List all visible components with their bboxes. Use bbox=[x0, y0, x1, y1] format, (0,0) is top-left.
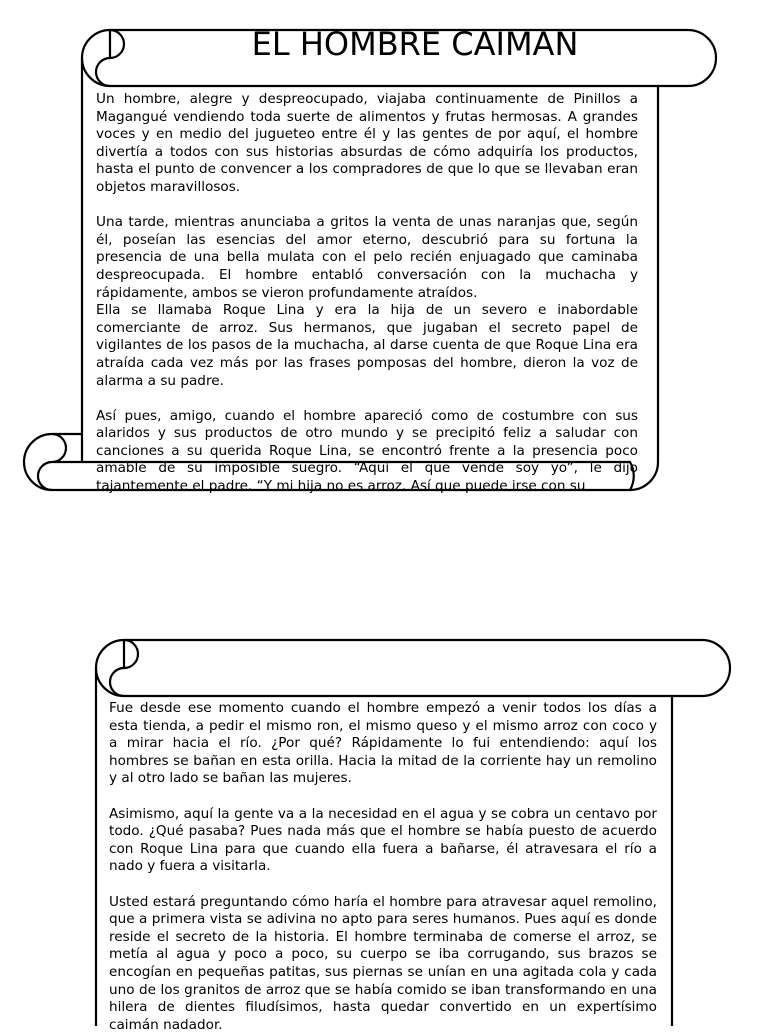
paragraph: Un hombre, alegre y despreocupado, viajaba continuamente de Pinillos a Magangué vendiendo toda suerte de alimentos y frutas hermosas. A grandes voces y en medio del jugueteo entre él y las gentes de por aquí, el hombre divertía a todos con sus historias absurdas de cómo adquiría los productos, hasta el punto de convencer a los compradores de que lo que se llevaban eran objetos maravillosos. bbox=[96, 91, 638, 195]
paragraph: Fue desde ese momento cuando el hombre empezó a venir todos los días a esta tienda, a pedir el mismo ron, el mismo queso y el mismo arroz con coco y a mirar hacia el río. ¿Por qué? Rápidamente lo fui entendiendo: aquí los hombres se bañan en esta orilla. Hacia la mitad de la corriente hay un remolino y al otro lado se bañan las mujeres. bbox=[109, 700, 657, 787]
paragraph: Asimismo, aquí la gente va a la necesidad en el agua y se cobra un centavo por todo. ¿Qué pasaba? Pues nada más que el hombre se había puesto de acuerdo con Roque Lina para que cuando ella fuera a bañarse, él atravesara el río a nado y fuera a visitarla. bbox=[109, 805, 657, 875]
scroll-2-banner bbox=[96, 640, 730, 696]
paragraph: Ella se llamaba Roque Lina y era la hija de un severo e inabordable comerciante de arroz. Sus hermanos, que jugaban el secreto papel de vigilantes de los pasos de la muchacha, al darse cuenta de que Roque Lina era atraída cada vez más por las frases pomposas del hombre, dieron la voz de alarma a su padre. bbox=[96, 302, 638, 389]
scroll-1-text bbox=[96, 91, 638, 495]
paragraph: Así pues, amigo, cuando el hombre apareció como de costumbre con sus alaridos y sus productos de otro mundo y se precipitó feliz a saludar con canciones a su querida Roque Lina, se encontró frente a la presencia poco amable de su imposible suegro. “Aquí el que vende soy yo”, le dijo tajantemente el padre. “Y mi hija no es arroz. Así que puede irse con su bbox=[96, 407, 638, 495]
paragraph: Una tarde, mientras anunciaba a gritos la venta de unas naranjas que, según él, poseían las esencias del amor eterno, descubrió para su fortuna la presencia de una bella mulata con el pelo recién enjuagado que caminaba despreocupada. El hombre entabló conversación con la muchacha y rápidamente, ambos se vieron profundamente atraídos. bbox=[96, 214, 638, 301]
paragraph: Usted estará preguntando cómo haría el hombre para atravesar aquel remolino, que a primera vista se adivina no apto para seres humanos. Pues aquí es donde reside el secreto de la historia. El hombre terminaba de comerse el arroz, se metía al agua y poco a poco, su cuerpo se iba corrugando, sus brazos se encogían en pequeñas patitas, sus piernas se unían en una agitada cola y cada uno de los granitos de arroz que se había comido se iban transformando en una hilera de dientes filudísimos, hasta quedar convertido en un expertísimo caimán nadador. bbox=[109, 893, 657, 1033]
document-title: EL HOMBRE CAIMAN bbox=[251, 25, 579, 63]
scroll-2-text bbox=[109, 700, 657, 1033]
